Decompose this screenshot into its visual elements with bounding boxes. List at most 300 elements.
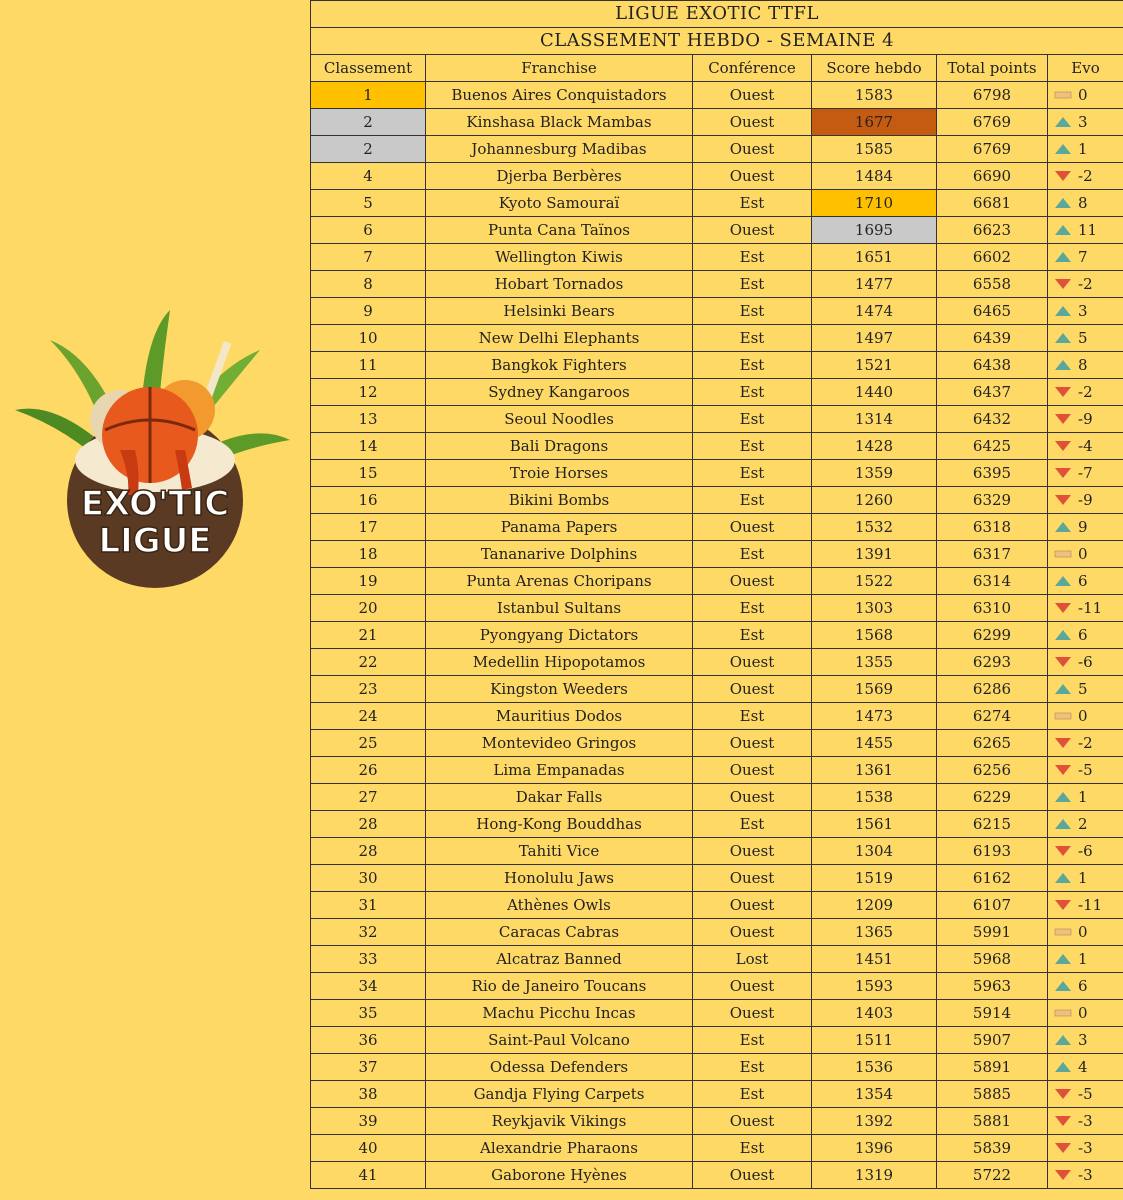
evolution-cell	[1048, 568, 1123, 595]
evolution-value: -3	[1078, 1166, 1093, 1184]
rank-cell: 35	[311, 1000, 426, 1027]
table-row	[311, 676, 1123, 703]
header-row	[311, 55, 1123, 82]
total-points-cell: 6558	[937, 271, 1048, 298]
weekly-score-cell: 1451	[812, 946, 937, 973]
evolution-value: -2	[1078, 383, 1093, 401]
table-row	[311, 190, 1123, 217]
evolution-value: 0	[1078, 1004, 1088, 1022]
table-row	[311, 973, 1123, 1000]
trend-up-icon	[1054, 332, 1072, 344]
rank-cell: 17	[311, 514, 426, 541]
evolution-value: 0	[1078, 707, 1088, 725]
weekly-score-cell: 1521	[812, 352, 937, 379]
total-points-cell: 6329	[937, 487, 1048, 514]
evolution-value: 1	[1078, 950, 1088, 968]
team-cell: Rio de Janeiro Toucans	[426, 973, 693, 1000]
weekly-score-cell: 1303	[812, 595, 937, 622]
table-row	[311, 946, 1123, 973]
trend-down-icon	[1054, 1088, 1072, 1100]
evolution-value: 8	[1078, 194, 1088, 212]
evolution-cell	[1048, 973, 1123, 1000]
total-points-cell: 5907	[937, 1027, 1048, 1054]
trend-down-icon	[1054, 1142, 1072, 1154]
team-cell: Istanbul Sultans	[426, 595, 693, 622]
rank-cell: 8	[311, 271, 426, 298]
team-cell: Medellin Hipopotamos	[426, 649, 693, 676]
trend-down-icon	[1054, 386, 1072, 398]
table-row	[311, 433, 1123, 460]
total-points-cell: 5722	[937, 1162, 1048, 1189]
evolution-value: -11	[1078, 896, 1103, 914]
rank-cell: 15	[311, 460, 426, 487]
weekly-score-cell: 1391	[812, 541, 937, 568]
evolution-cell	[1048, 190, 1123, 217]
weekly-score-cell: 1522	[812, 568, 937, 595]
conference-cell: Ouest	[693, 217, 812, 244]
evolution-cell	[1048, 406, 1123, 433]
total-points-cell: 6437	[937, 379, 1048, 406]
conference-cell: Lost	[693, 946, 812, 973]
weekly-score-cell: 1428	[812, 433, 937, 460]
evolution-value: 1	[1078, 788, 1088, 806]
team-cell: Gaborone Hyènes	[426, 1162, 693, 1189]
evolution-value: 5	[1078, 680, 1088, 698]
rank-cell: 39	[311, 1108, 426, 1135]
conference-cell: Est	[693, 325, 812, 352]
evolution-value: -2	[1078, 734, 1093, 752]
conference-cell: Ouest	[693, 892, 812, 919]
evolution-cell	[1048, 1054, 1123, 1081]
conference-cell: Ouest	[693, 163, 812, 190]
team-cell: Pyongyang Dictators	[426, 622, 693, 649]
evolution-value: -11	[1078, 599, 1103, 617]
exotic-ligue-logo	[10, 300, 300, 590]
evolution-value: 0	[1078, 545, 1088, 563]
conference-cell: Est	[693, 379, 812, 406]
conference-cell: Est	[693, 1027, 812, 1054]
weekly-score-cell: 1359	[812, 460, 937, 487]
logo-text-line2: LIGUE	[98, 521, 212, 561]
trend-up-icon	[1054, 251, 1072, 263]
evolution-cell	[1048, 784, 1123, 811]
table-row	[311, 1000, 1123, 1027]
weekly-score-cell: 1354	[812, 1081, 937, 1108]
team-cell: Alcatraz Banned	[426, 946, 693, 973]
weekly-score-cell: 1304	[812, 838, 937, 865]
team-cell: Caracas Cabras	[426, 919, 693, 946]
team-cell: Kyoto Samouraï	[426, 190, 693, 217]
evolution-cell	[1048, 703, 1123, 730]
conference-cell: Ouest	[693, 865, 812, 892]
evolution-value: 3	[1078, 113, 1088, 131]
table-row	[311, 163, 1123, 190]
total-points-cell: 6293	[937, 649, 1048, 676]
trend-up-icon	[1054, 575, 1072, 587]
conference-cell: Est	[693, 1135, 812, 1162]
rank-cell: 19	[311, 568, 426, 595]
evolution-value: 5	[1078, 329, 1088, 347]
table-row	[311, 811, 1123, 838]
rank-cell: 27	[311, 784, 426, 811]
trend-flat-icon	[1054, 710, 1072, 722]
trend-down-icon	[1054, 656, 1072, 668]
table-row	[311, 1081, 1123, 1108]
rank-cell: 33	[311, 946, 426, 973]
weekly-score-cell: 1396	[812, 1135, 937, 1162]
column-header-evolution: Evo	[1048, 55, 1123, 82]
team-cell: Seoul Noodles	[426, 406, 693, 433]
evolution-value: -5	[1078, 1085, 1093, 1103]
trend-down-icon	[1054, 899, 1072, 911]
rank-cell: 23	[311, 676, 426, 703]
evolution-cell	[1048, 1027, 1123, 1054]
trend-down-icon	[1054, 764, 1072, 776]
conference-cell: Ouest	[693, 784, 812, 811]
weekly-score-cell: 1455	[812, 730, 937, 757]
weekly-score-cell: 1440	[812, 379, 937, 406]
weekly-score-cell: 1355	[812, 649, 937, 676]
evolution-cell	[1048, 1000, 1123, 1027]
team-cell: Helsinki Bears	[426, 298, 693, 325]
conference-cell: Ouest	[693, 82, 812, 109]
conference-cell: Ouest	[693, 1108, 812, 1135]
total-points-cell: 6438	[937, 352, 1048, 379]
table-row	[311, 379, 1123, 406]
total-points-cell: 6286	[937, 676, 1048, 703]
evolution-value: 2	[1078, 815, 1088, 833]
team-cell: Djerba Berbères	[426, 163, 693, 190]
conference-cell: Ouest	[693, 730, 812, 757]
team-cell: New Delhi Elephants	[426, 325, 693, 352]
total-points-cell: 6623	[937, 217, 1048, 244]
total-points-cell: 6602	[937, 244, 1048, 271]
total-points-cell: 6215	[937, 811, 1048, 838]
weekly-score-cell: 1536	[812, 1054, 937, 1081]
rank-cell: 5	[311, 190, 426, 217]
weekly-score-cell: 1583	[812, 82, 937, 109]
evolution-cell	[1048, 325, 1123, 352]
logo-text-line1: EXO'TIC	[80, 484, 230, 524]
conference-cell: Ouest	[693, 676, 812, 703]
weekly-score-cell: 1532	[812, 514, 937, 541]
conference-cell: Est	[693, 433, 812, 460]
conference-cell: Ouest	[693, 649, 812, 676]
rank-cell: 7	[311, 244, 426, 271]
team-cell: Dakar Falls	[426, 784, 693, 811]
team-cell: Odessa Defenders	[426, 1054, 693, 1081]
evolution-value: 3	[1078, 1031, 1088, 1049]
evolution-cell	[1048, 244, 1123, 271]
evolution-cell	[1048, 919, 1123, 946]
table-row	[311, 865, 1123, 892]
trend-flat-icon	[1054, 1007, 1072, 1019]
evolution-cell	[1048, 352, 1123, 379]
rank-cell: 25	[311, 730, 426, 757]
trend-down-icon	[1054, 440, 1072, 452]
evolution-value: 9	[1078, 518, 1088, 536]
total-points-cell: 6265	[937, 730, 1048, 757]
team-cell: Bangkok Fighters	[426, 352, 693, 379]
weekly-score-cell: 1519	[812, 865, 937, 892]
table-row	[311, 298, 1123, 325]
column-header-team: Franchise	[426, 55, 693, 82]
evolution-cell	[1048, 379, 1123, 406]
table-row	[311, 136, 1123, 163]
conference-cell: Est	[693, 460, 812, 487]
table-row	[311, 1108, 1123, 1135]
conference-cell: Ouest	[693, 109, 812, 136]
total-points-cell: 6107	[937, 892, 1048, 919]
total-points-cell: 6769	[937, 136, 1048, 163]
trend-up-icon	[1054, 116, 1072, 128]
weekly-score-cell: 1569	[812, 676, 937, 703]
rank-cell: 9	[311, 298, 426, 325]
rank-cell: 24	[311, 703, 426, 730]
page-title: LIGUE EXOTIC TTFL	[311, 1, 1123, 28]
team-cell: Saint-Paul Volcano	[426, 1027, 693, 1054]
conference-cell: Est	[693, 811, 812, 838]
evolution-cell	[1048, 82, 1123, 109]
evolution-value: 3	[1078, 302, 1088, 320]
evolution-cell	[1048, 1081, 1123, 1108]
total-points-cell: 6395	[937, 460, 1048, 487]
evolution-cell	[1048, 865, 1123, 892]
trend-down-icon	[1054, 845, 1072, 857]
total-points-cell: 6439	[937, 325, 1048, 352]
total-points-cell: 6769	[937, 109, 1048, 136]
team-cell: Gandja Flying Carpets	[426, 1081, 693, 1108]
total-points-cell: 6256	[937, 757, 1048, 784]
rank-cell: 20	[311, 595, 426, 622]
table-row	[311, 271, 1123, 298]
weekly-score-cell: 1474	[812, 298, 937, 325]
table-row	[311, 1027, 1123, 1054]
rank-cell: 38	[311, 1081, 426, 1108]
trend-up-icon	[1054, 359, 1072, 371]
trend-up-icon	[1054, 224, 1072, 236]
table-row	[311, 541, 1123, 568]
evolution-cell	[1048, 433, 1123, 460]
conference-cell: Ouest	[693, 514, 812, 541]
evolution-cell	[1048, 649, 1123, 676]
table-row	[311, 757, 1123, 784]
total-points-cell: 5885	[937, 1081, 1048, 1108]
weekly-score-cell: 1319	[812, 1162, 937, 1189]
evolution-cell	[1048, 1135, 1123, 1162]
trend-up-icon	[1054, 683, 1072, 695]
team-cell: Bikini Bombs	[426, 487, 693, 514]
evolution-cell	[1048, 730, 1123, 757]
trend-flat-icon	[1054, 926, 1072, 938]
conference-cell: Ouest	[693, 919, 812, 946]
rank-cell: 36	[311, 1027, 426, 1054]
trend-down-icon	[1054, 278, 1072, 290]
evolution-value: 0	[1078, 923, 1088, 941]
team-cell: Montevideo Gringos	[426, 730, 693, 757]
conference-cell: Ouest	[693, 568, 812, 595]
weekly-score-cell: 1561	[812, 811, 937, 838]
weekly-score-cell: 1361	[812, 757, 937, 784]
rank-cell: 13	[311, 406, 426, 433]
table-row	[311, 514, 1123, 541]
total-points-cell: 6432	[937, 406, 1048, 433]
evolution-cell	[1048, 109, 1123, 136]
conference-cell: Est	[693, 1081, 812, 1108]
evolution-cell	[1048, 811, 1123, 838]
evolution-cell	[1048, 271, 1123, 298]
trend-down-icon	[1054, 1115, 1072, 1127]
rank-cell: 37	[311, 1054, 426, 1081]
weekly-score-cell: 1568	[812, 622, 937, 649]
standings-table	[310, 0, 1123, 1189]
evolution-value: -5	[1078, 761, 1093, 779]
team-cell: Tananarive Dolphins	[426, 541, 693, 568]
trend-down-icon	[1054, 602, 1072, 614]
rank-cell: 12	[311, 379, 426, 406]
conference-cell: Ouest	[693, 757, 812, 784]
total-points-cell: 6299	[937, 622, 1048, 649]
table-row	[311, 919, 1123, 946]
total-points-cell: 5968	[937, 946, 1048, 973]
total-points-cell: 5914	[937, 1000, 1048, 1027]
column-header-weekly-score: Score hebdo	[812, 55, 937, 82]
trend-down-icon	[1054, 413, 1072, 425]
total-points-cell: 6314	[937, 568, 1048, 595]
rank-cell: 28	[311, 811, 426, 838]
trend-up-icon	[1054, 791, 1072, 803]
rank-cell: 1	[311, 82, 426, 109]
weekly-score-cell: 1497	[812, 325, 937, 352]
conference-cell: Ouest	[693, 1162, 812, 1189]
conference-cell: Est	[693, 298, 812, 325]
evolution-value: -9	[1078, 410, 1093, 428]
evolution-cell	[1048, 622, 1123, 649]
evolution-value: -7	[1078, 464, 1093, 482]
evolution-value: -3	[1078, 1112, 1093, 1130]
weekly-score-cell: 1593	[812, 973, 937, 1000]
table-row	[311, 487, 1123, 514]
team-cell: Tahiti Vice	[426, 838, 693, 865]
rank-cell: 31	[311, 892, 426, 919]
trend-up-icon	[1054, 305, 1072, 317]
table-row	[311, 730, 1123, 757]
weekly-score-cell: 1260	[812, 487, 937, 514]
trend-down-icon	[1054, 170, 1072, 182]
trend-up-icon	[1054, 980, 1072, 992]
evolution-cell	[1048, 487, 1123, 514]
table-row	[311, 838, 1123, 865]
table-row	[311, 109, 1123, 136]
rank-cell: 40	[311, 1135, 426, 1162]
evolution-value: 6	[1078, 977, 1088, 995]
total-points-cell: 6317	[937, 541, 1048, 568]
trend-up-icon	[1054, 953, 1072, 965]
team-cell: Troie Horses	[426, 460, 693, 487]
evolution-cell	[1048, 1108, 1123, 1135]
evolution-cell	[1048, 541, 1123, 568]
evolution-value: -3	[1078, 1139, 1093, 1157]
total-points-cell: 5963	[937, 973, 1048, 1000]
rank-cell: 6	[311, 217, 426, 244]
rank-cell: 41	[311, 1162, 426, 1189]
weekly-score-cell: 1477	[812, 271, 937, 298]
trend-flat-icon	[1054, 89, 1072, 101]
trend-flat-icon	[1054, 548, 1072, 560]
evolution-cell	[1048, 298, 1123, 325]
evolution-cell	[1048, 1162, 1123, 1189]
team-cell: Bali Dragons	[426, 433, 693, 460]
weekly-score-cell: 1484	[812, 163, 937, 190]
weekly-score-cell: 1710	[812, 190, 937, 217]
team-cell: Punta Arenas Choripans	[426, 568, 693, 595]
team-cell: Kinshasa Black Mambas	[426, 109, 693, 136]
evolution-cell	[1048, 595, 1123, 622]
team-cell: Hobart Tornados	[426, 271, 693, 298]
evolution-value: 1	[1078, 869, 1088, 887]
team-cell: Athènes Owls	[426, 892, 693, 919]
total-points-cell: 6425	[937, 433, 1048, 460]
table-row	[311, 460, 1123, 487]
conference-cell: Est	[693, 1054, 812, 1081]
table-row	[311, 784, 1123, 811]
table-row	[311, 352, 1123, 379]
trend-up-icon	[1054, 872, 1072, 884]
weekly-score-cell: 1403	[812, 1000, 937, 1027]
trend-up-icon	[1054, 197, 1072, 209]
conference-cell: Ouest	[693, 136, 812, 163]
total-points-cell: 6193	[937, 838, 1048, 865]
column-header-rank: Classement	[311, 55, 426, 82]
weekly-score-cell: 1677	[812, 109, 937, 136]
rank-cell: 2	[311, 136, 426, 163]
rank-cell: 21	[311, 622, 426, 649]
weekly-score-cell: 1695	[812, 217, 937, 244]
conference-cell: Est	[693, 352, 812, 379]
rank-cell: 32	[311, 919, 426, 946]
evolution-cell	[1048, 676, 1123, 703]
total-points-cell: 6162	[937, 865, 1048, 892]
trend-down-icon	[1054, 494, 1072, 506]
weekly-score-cell: 1392	[812, 1108, 937, 1135]
weekly-score-cell: 1585	[812, 136, 937, 163]
evolution-value: -2	[1078, 167, 1093, 185]
team-cell: Hong-Kong Bouddhas	[426, 811, 693, 838]
conference-cell: Est	[693, 595, 812, 622]
weekly-score-cell: 1314	[812, 406, 937, 433]
trend-up-icon	[1054, 629, 1072, 641]
evolution-cell	[1048, 838, 1123, 865]
conference-cell: Est	[693, 271, 812, 298]
conference-cell: Ouest	[693, 838, 812, 865]
conference-cell: Est	[693, 541, 812, 568]
total-points-cell: 5839	[937, 1135, 1048, 1162]
rank-cell: 16	[311, 487, 426, 514]
evolution-value: 11	[1078, 221, 1098, 239]
trend-down-icon	[1054, 467, 1072, 479]
trend-up-icon	[1054, 521, 1072, 533]
table-row	[311, 622, 1123, 649]
conference-cell: Est	[693, 190, 812, 217]
evolution-value: 4	[1078, 1058, 1088, 1076]
team-cell: Lima Empanadas	[426, 757, 693, 784]
rank-cell: 34	[311, 973, 426, 1000]
evolution-value: -9	[1078, 491, 1093, 509]
table-row	[311, 82, 1123, 109]
conference-cell: Est	[693, 622, 812, 649]
conference-cell: Est	[693, 244, 812, 271]
team-cell: Honolulu Jaws	[426, 865, 693, 892]
